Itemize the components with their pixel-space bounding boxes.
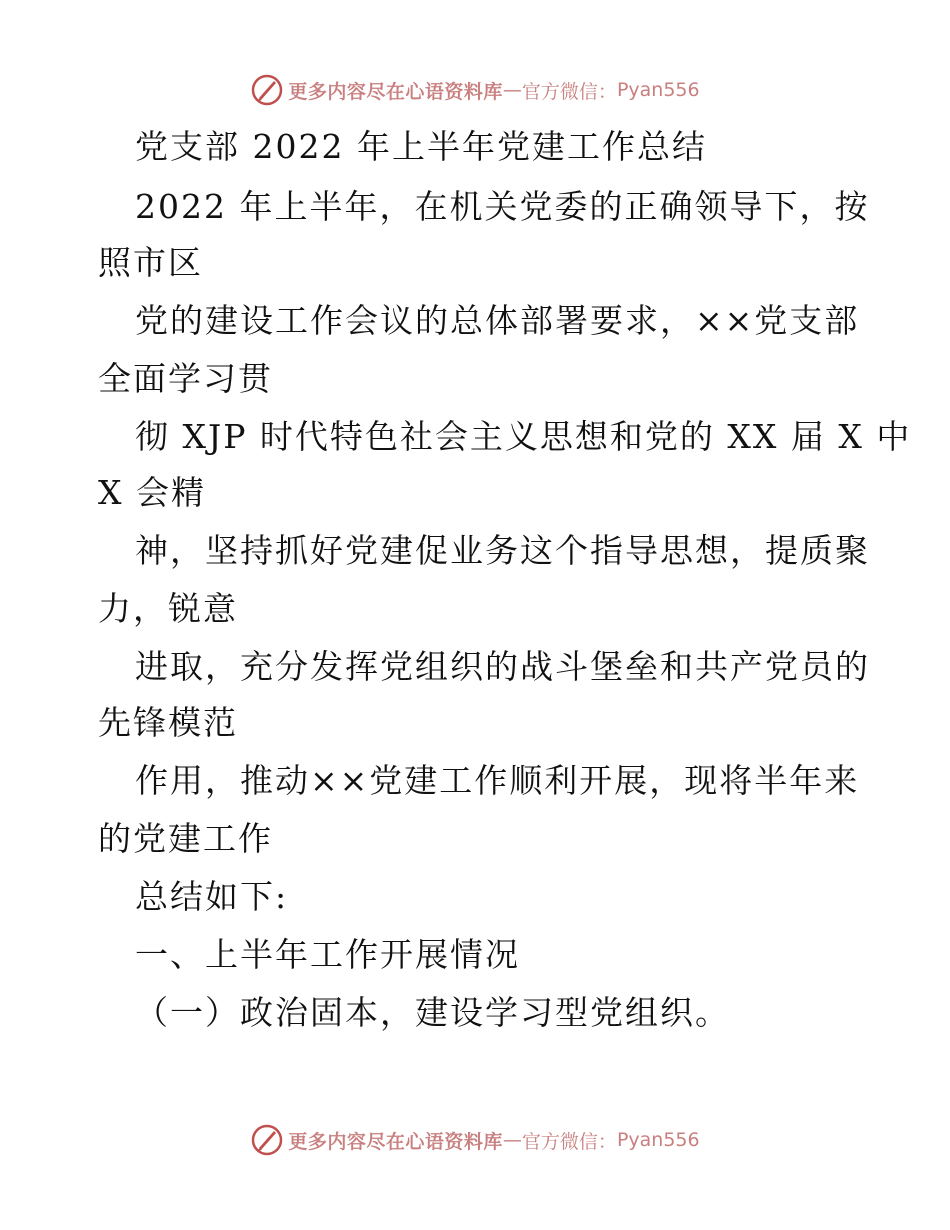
paragraph-line: 2022 年上半年，在机关党委的正确领导下，按	[135, 187, 870, 226]
paragraph-line: 党的建设工作会议的总体部署要求，××党支部	[135, 301, 860, 340]
paragraph-line: 力，锐意	[98, 589, 238, 628]
paragraph-line: 全面学习贯	[98, 359, 273, 398]
paragraph-line: 的党建工作	[98, 819, 273, 858]
paragraph-line: 神，坚持抓好党建促业务这个指导思想，提质聚	[135, 531, 870, 570]
paragraph-line: 先锋模范	[98, 703, 238, 742]
paragraph-line: 进取，充分发挥党组织的战斗堡垒和共产党员的	[135, 647, 870, 686]
paragraph-line: 作用，推动××党建工作顺利开展，现将半年来	[135, 761, 860, 800]
watermark-contact-label: 官方微信：	[521, 1130, 617, 1153]
watermark-separator: —	[502, 79, 522, 101]
document-title: 党支部 2022 年上半年党建工作总结	[135, 127, 707, 166]
paragraph-line: X 会精	[98, 473, 206, 512]
watermark-contact-label: 官方微信：	[521, 80, 617, 103]
paragraph-line: 照市区	[98, 243, 203, 282]
subsection-heading: （一）政治固本，建设学习型党组织。	[135, 993, 730, 1032]
watermark-account: Pyan556	[616, 1129, 700, 1151]
watermark-main-text: 更多内容尽在心语资料库	[288, 1130, 503, 1153]
watermark-main-text: 更多内容尽在心语资料库	[288, 80, 503, 103]
section-heading: 一、上半年工作开展情况	[135, 935, 520, 974]
paragraph-line: 总结如下:	[135, 877, 289, 916]
quill-pen-icon	[250, 1123, 284, 1157]
watermark-separator: —	[502, 1129, 522, 1151]
watermark-account: Pyan556	[616, 79, 700, 101]
paragraph-line: 彻 XJP 时代特色社会主义思想和党的 XX 届 X 中	[135, 417, 912, 456]
watermark-footer	[0, 1120, 950, 1160]
